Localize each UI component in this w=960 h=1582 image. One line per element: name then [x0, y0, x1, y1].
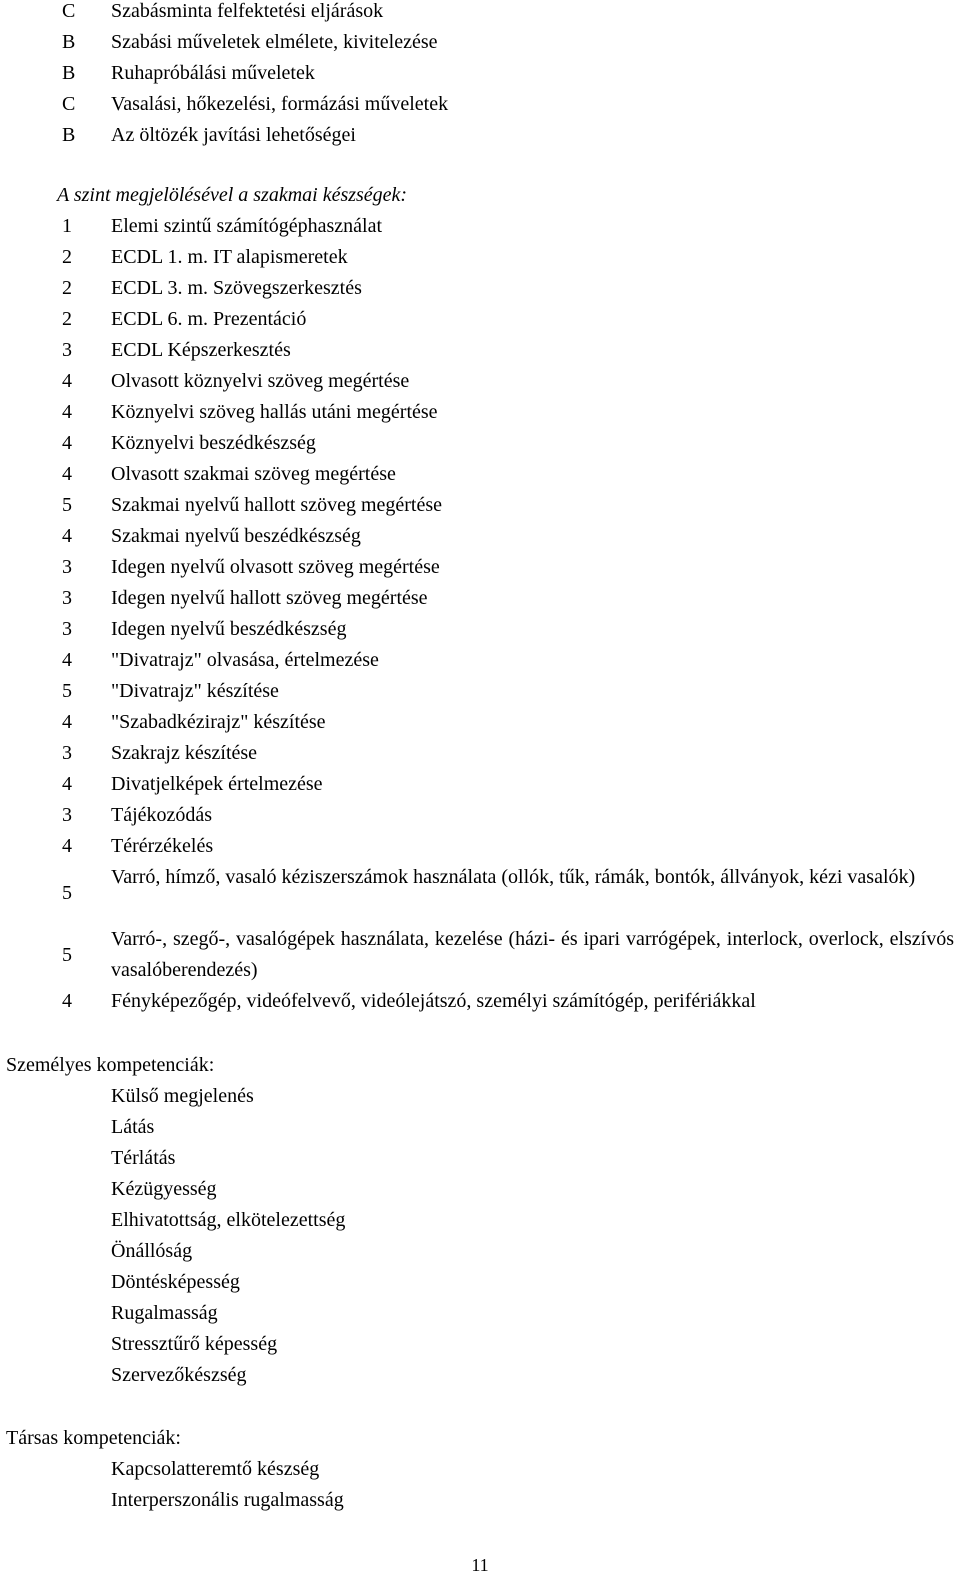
level-code: 4: [62, 401, 72, 423]
level-code: 3: [62, 742, 72, 764]
list-item: [0, 862, 960, 924]
item-text: Köznyelvi szöveg hallás utáni megértése: [111, 401, 438, 423]
level-code: 4: [62, 711, 72, 733]
item-text: ECDL Képszerkesztés: [111, 339, 291, 361]
list-item: Elhivatottság, elkötelezettség: [111, 1209, 346, 1231]
item-text: Divatjelképek értelmezése: [111, 773, 323, 795]
list-item: [0, 583, 960, 614]
list-item: [0, 645, 960, 676]
item-text: Szabási műveletek elmélete, kivitelezése: [111, 31, 438, 53]
list-item: Kapcsolatteremtő készség: [111, 1458, 320, 1480]
level-code: 2: [62, 308, 72, 330]
list-item: Térlátás: [111, 1147, 176, 1169]
list-item: [0, 738, 960, 769]
level-code: 5: [62, 494, 72, 516]
item-text: Idegen nyelvű hallott szöveg megértése: [111, 587, 428, 609]
level-code: 5: [62, 680, 72, 702]
list-item: [0, 58, 960, 89]
level-code: B: [62, 31, 76, 53]
list-item: [0, 120, 960, 151]
personal-competencies-heading: Személyes kompetenciák:: [6, 1054, 215, 1076]
list-item: [0, 769, 960, 800]
list-item: [0, 242, 960, 273]
item-text: Varró-, szegő-, vasalógépek használata, kezelése (házi- és ipari varrógépek, interlock, overlock, elszívós vasalóberendezés): [111, 928, 954, 981]
level-code: 4: [62, 463, 72, 485]
item-text: Szakmai nyelvű hallott szöveg megértése: [111, 494, 443, 516]
list-item: [0, 521, 960, 552]
level-code: 5: [62, 882, 72, 904]
level-code: 4: [62, 525, 72, 547]
item-text: Olvasott köznyelvi szöveg megértése: [111, 370, 410, 392]
list-item: Döntésképesség: [111, 1271, 240, 1293]
level-code: 4: [62, 432, 72, 454]
item-text: Idegen nyelvű beszédkészség: [111, 618, 347, 640]
list-item: Látás: [111, 1116, 155, 1138]
item-text: "Divatrajz" olvasása, értelmezése: [111, 649, 379, 671]
list-item: [0, 366, 960, 397]
item-text: Szabásminta felfektetési eljárások: [111, 0, 384, 22]
level-code: 1: [62, 215, 72, 237]
list-item: [0, 614, 960, 645]
item-text: ECDL 6. m. Prezentáció: [111, 308, 307, 330]
level-code: 3: [62, 556, 72, 578]
list-item: [0, 552, 960, 583]
list-item: Önállóság: [111, 1240, 193, 1262]
list-item: [0, 27, 960, 58]
skills-heading: A szint megjelölésével a szakmai készségek:: [57, 184, 408, 206]
level-code: 5: [62, 944, 72, 966]
level-code: C: [62, 0, 76, 22]
item-text: Tájékozódás: [111, 804, 213, 826]
item-text: Az öltözék javítási lehetőségei: [111, 124, 356, 146]
list-item: [0, 459, 960, 490]
level-code: 4: [62, 835, 72, 857]
level-code: C: [62, 93, 76, 115]
list-item: Interperszonális rugalmasság: [111, 1489, 344, 1511]
page-number: 11: [471, 1555, 489, 1575]
item-text: Térérzékelés: [111, 835, 214, 857]
list-item: [0, 986, 960, 1017]
list-item: [0, 676, 960, 707]
level-code: B: [62, 62, 76, 84]
level-code: 3: [62, 339, 72, 361]
list-item: [0, 490, 960, 521]
item-text: Olvasott szakmai szöveg megértése: [111, 463, 396, 485]
item-text: Idegen nyelvű olvasott szöveg megértése: [111, 556, 440, 578]
level-code: 3: [62, 804, 72, 826]
list-item: [0, 924, 960, 986]
list-item: [0, 273, 960, 304]
list-item: [0, 428, 960, 459]
list-item: Szervezőkészség: [111, 1364, 247, 1386]
list-item: [0, 211, 960, 242]
item-text: Szakrajz készítése: [111, 742, 258, 764]
level-code: 4: [62, 649, 72, 671]
list-item: [0, 800, 960, 831]
item-text: "Szabadkézirajz" készítése: [111, 711, 326, 733]
item-text: Köznyelvi beszédkészség: [111, 432, 316, 454]
list-item: [0, 0, 960, 27]
item-text: Elemi szintű számítógéphasználat: [111, 215, 383, 237]
level-code: 3: [62, 587, 72, 609]
list-item: [0, 707, 960, 738]
level-code: 3: [62, 618, 72, 640]
item-text: Ruhapróbálási műveletek: [111, 62, 315, 84]
list-item: [0, 397, 960, 428]
level-code: 4: [62, 370, 72, 392]
item-text: ECDL 3. m. Szövegszerkesztés: [111, 277, 362, 299]
list-item: [0, 831, 960, 862]
level-code: B: [62, 124, 76, 146]
level-code: 2: [62, 246, 72, 268]
item-text: Fényképezőgép, videófelvevő, videólejátszó, személyi számítógép, perifériákkal: [111, 990, 756, 1012]
level-code: 4: [62, 990, 72, 1012]
list-item: Rugalmasság: [111, 1302, 218, 1324]
list-item: Kézügyesség: [111, 1178, 217, 1200]
item-text: "Divatrajz" készítése: [111, 680, 279, 702]
list-item: Stressztűrő képesség: [111, 1333, 278, 1355]
list-item: [0, 335, 960, 366]
item-text: ECDL 1. m. IT alapismeretek: [111, 246, 348, 268]
list-item: [0, 304, 960, 335]
list-item: [0, 89, 960, 120]
item-text: Szakmai nyelvű beszédkészség: [111, 525, 361, 547]
list-item: Külső megjelenés: [111, 1085, 254, 1107]
item-text: Vasalási, hőkezelési, formázási műveletek: [111, 93, 449, 115]
level-code: 2: [62, 277, 72, 299]
item-text: Varró, hímző, vasaló kéziszerszámok használata (ollók, tűk, rámák, bontók, állványok, kézi vasalók): [111, 866, 916, 888]
level-code: 4: [62, 773, 72, 795]
social-competencies-heading: Társas kompetenciák:: [6, 1427, 181, 1449]
